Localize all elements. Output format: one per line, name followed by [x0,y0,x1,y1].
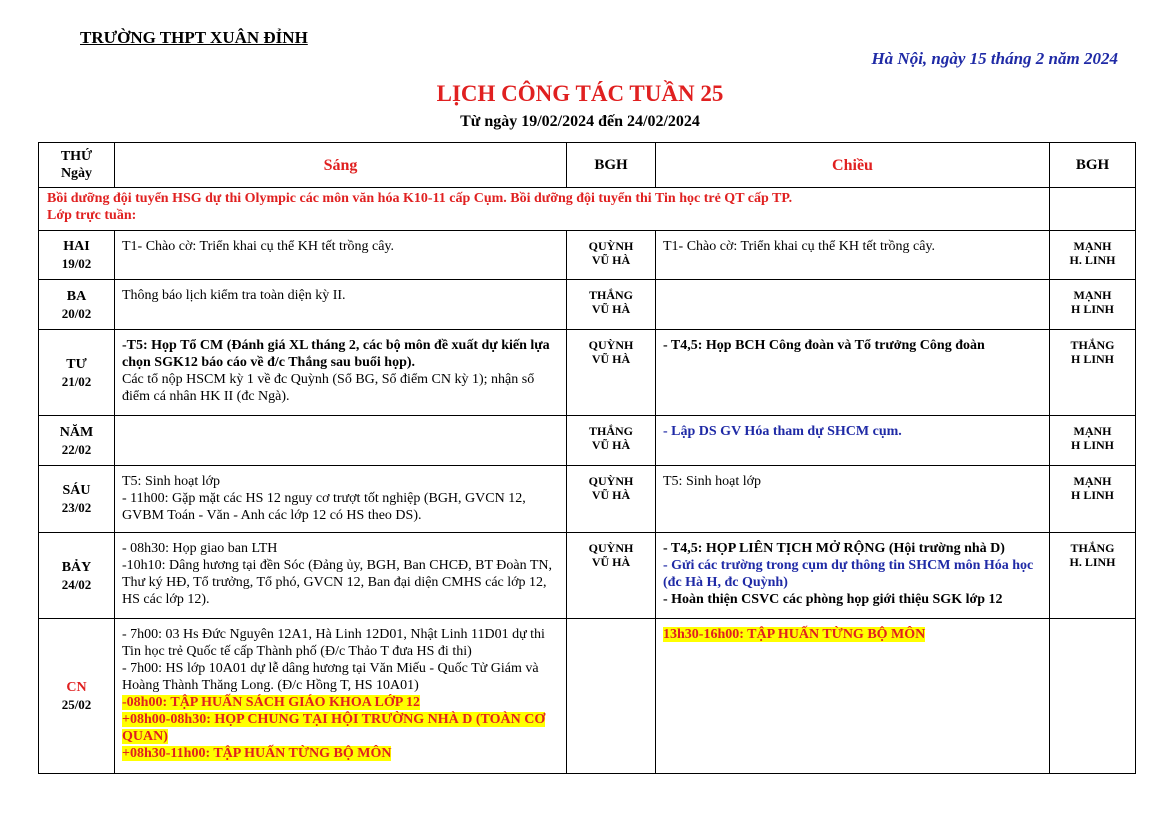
day-name: SÁU [62,483,91,498]
afternoon-cell [656,533,1050,619]
bgh-afternoon-cell [1050,231,1136,280]
bgh-afternoon-cell [1050,330,1136,416]
morning-cell [115,619,567,774]
notice-row [39,188,1136,231]
table-row [39,231,1136,280]
afternoon-item: T1- Chào cờ: Triển khai cụ thể KH tết trồng cây. [663,239,936,254]
afternoon-cell [656,231,1050,280]
morning-item: T1- Chào cờ: Triển khai cụ thể KH tết trồng cây. [122,239,395,254]
bgh-morning-cell [567,330,656,416]
morning-cell [115,533,567,619]
morning-item: T5: Sinh hoạt lớp [122,474,221,489]
afternoon-item: - T4,5: Họp BCH Công đoàn và Tổ trưởng Công đoàn [663,338,985,353]
col-header-bgh-afternoon: BGH [1050,143,1136,188]
bgh-morning-cell [567,466,656,533]
day-cell [39,466,115,533]
bgh-afternoon-cell [1050,619,1136,774]
col-header-afternoon: Chiều [656,143,1050,188]
day-date: 22/02 [61,441,92,457]
bgh-name: VŨ HÀ [591,555,631,569]
day-cell [39,533,115,619]
bgh-name: MẠNH [1073,474,1112,488]
bgh-name: MẠNH [1073,288,1112,302]
day-name: TƯ [66,356,87,372]
morning-item: Các tổ nộp HSCM kỳ 1 về đc Quỳnh (Sổ BG, Sổ điểm CN kỳ 1); nhận sổ điểm cá nhân HK II (đc Ngà). [122,372,535,404]
bgh-afternoon-cell [1050,533,1136,619]
bgh-morning-cell [567,619,656,774]
morning-item: -10h10: Dâng hương tại đền Sóc (Đảng ủy, BGH, Ban CHCĐ, BT Đoàn TN, Thư ký HĐ, Tổ trưởng, Tổ phó, GVCN 12, Ban đại diện CMHS các lớp 12, HS các lớp 12). [122,558,553,607]
morning-cell [115,330,567,416]
afternoon-item: - T4,5: HỌP LIÊN TỊCH MỞ RỘNG (Hội trường nhà D) [663,541,1005,556]
day-date: 24/02 [61,576,92,592]
table-row [39,466,1136,533]
bgh-name: VŨ HÀ [591,438,631,452]
morning-item: Thông báo lịch kiểm tra toàn diện kỳ II. [122,288,346,303]
day-date: 23/02 [61,500,92,515]
morning-cell [115,416,567,466]
day-date: 20/02 [61,305,92,321]
day-cell [39,330,115,416]
morning-item: - 11h00: Gặp mặt các HS 12 nguy cơ trượt tốt nghiệp (BGH, GVCN 12, GVBM Toán - Văn - Anh các lớp 12 có HS theo DS). [122,491,526,523]
afternoon-item: - Gửi các trường trong cụm dự thông tin SHCM môn Hóa học (đc Hà H, đc Quỳnh) [663,558,1034,590]
bgh-name: VŨ HÀ [591,253,631,267]
header-row [39,143,1136,188]
col-header-day-line2: Ngày [60,166,93,181]
day-cell [39,280,115,330]
col-header-bgh-morning: BGH [567,143,656,188]
table-row [39,619,1136,774]
page-title: LỊCH CÔNG TÁC TUẦN 25 [436,81,724,106]
bgh-name: THẮNG [1070,541,1115,555]
col-header-day [39,143,115,188]
bgh-morning-cell [567,416,656,466]
table-row [39,416,1136,466]
bgh-afternoon-cell [1050,416,1136,466]
bgh-name: THẮNG [1070,338,1115,352]
day-date: 21/02 [61,373,92,389]
page-subtitle: Từ ngày 19/02/2024 đến 24/02/2024 [460,113,700,130]
bgh-morning-cell [567,280,656,330]
notice-empty-cell [1050,188,1136,231]
bgh-morning-cell [567,533,656,619]
schedule-table [38,142,1136,774]
notice-cell [39,188,1050,231]
morning-cell [115,231,567,280]
morning-item: - 08h30: Họp giao ban LTH [122,541,278,556]
table-row [39,280,1136,330]
highlighted-item: -08h00: TẬP HUẤN SÁCH GIÁO KHOA LỚP 12 [122,695,421,710]
morning-item: - 7h00: 03 Hs Đức Nguyên 12A1, Hà Linh 12D01, Nhật Linh 11D01 dự thi Tin học trẻ Quốc tế cấp Thành phố (Đ/c Thảo T đưa HS đi thi) [122,627,545,659]
bgh-name: THẮNG [588,424,633,438]
table-row [39,533,1136,619]
day-cell [39,619,115,774]
bgh-name: QUỲNH [588,474,634,488]
bgh-name: VŨ HÀ [591,488,631,502]
bgh-name: QUỲNH [588,239,634,253]
afternoon-cell [656,466,1050,533]
highlighted-item: +08h30-11h00: TẬP HUẤN TỪNG BỘ MÔN [122,746,392,761]
col-header-day-line1: THỨ [60,149,93,164]
afternoon-cell [656,280,1050,330]
morning-item: -T5: Họp Tổ CM (Đánh giá XL tháng 2, các bộ môn đề xuất dự kiến lựa chọn SGK12 báo cáo về đ/c Thắng sau buổi họp). [122,338,550,370]
col-header-morning: Sáng [115,143,567,188]
bgh-name: H LINH [1070,488,1114,502]
dateline: Hà Nội, ngày 15 tháng 2 năm 2024 [871,49,1118,68]
day-date: 25/02 [61,697,92,712]
day-name: HAI [63,239,90,254]
bgh-name: H LINH [1070,302,1114,316]
day-name: CN [66,680,87,695]
bgh-name: VŨ HÀ [591,302,631,316]
afternoon-cell [656,619,1050,774]
day-cell [39,416,115,466]
bgh-name: H LINH [1070,438,1114,452]
notice-line: Bồi dưỡng đội tuyển HSG dự thi Olympic các môn văn hóa K10-11 cấp Cụm. Bồi dưỡng đội tuyển thi Tin học trẻ QT cấp TP. [47,191,793,206]
afternoon-item: - Hoàn thiện CSVC các phòng họp giới thiệu SGK lớp 12 [663,592,1003,607]
table-row [39,330,1136,416]
bgh-name: H LINH [1070,352,1114,366]
day-name: NĂM [59,424,94,440]
morning-cell [115,466,567,533]
day-name: BẢY [61,559,92,575]
bgh-name: THẮNG [588,288,633,302]
school-name: TRƯỜNG THPT XUÂN ĐỈNH [80,28,308,47]
highlighted-item: +08h00-08h30: HỌP CHUNG TẠI HỘI TRƯỜNG NHÀ D (TOÀN CƠ QUAN) [122,712,546,744]
bgh-name: QUỲNH [588,541,634,555]
bgh-name: MẠNH [1073,239,1112,253]
morning-item: - 7h00: HS lớp 10A01 dự lễ dâng hương tại Văn Miếu - Quốc Tử Giám và Hoàng Thành Thăng Long. (Đ/c Hồng T, HS 10A01) [122,661,539,693]
afternoon-item: - Lập DS GV Hóa tham dự SHCM cụm. [663,424,902,439]
bgh-morning-cell [567,231,656,280]
bgh-name: MẠNH [1073,424,1112,438]
afternoon-cell [656,416,1050,466]
highlighted-item: 13h30-16h00: TẬP HUẤN TỪNG BỘ MÔN [663,627,926,642]
afternoon-cell [656,330,1050,416]
bgh-name: H. LINH [1069,253,1116,267]
afternoon-item: T5: Sinh hoạt lớp [663,474,762,489]
day-name: BA [66,288,87,304]
morning-cell [115,280,567,330]
bgh-name: H. LINH [1069,555,1116,569]
duty-class-label: Lớp trực tuần: [47,208,137,223]
bgh-name: VŨ HÀ [591,352,631,366]
day-cell [39,231,115,280]
day-date: 19/02 [61,256,92,271]
bgh-afternoon-cell [1050,466,1136,533]
bgh-name: QUỲNH [588,338,634,352]
bgh-afternoon-cell [1050,280,1136,330]
